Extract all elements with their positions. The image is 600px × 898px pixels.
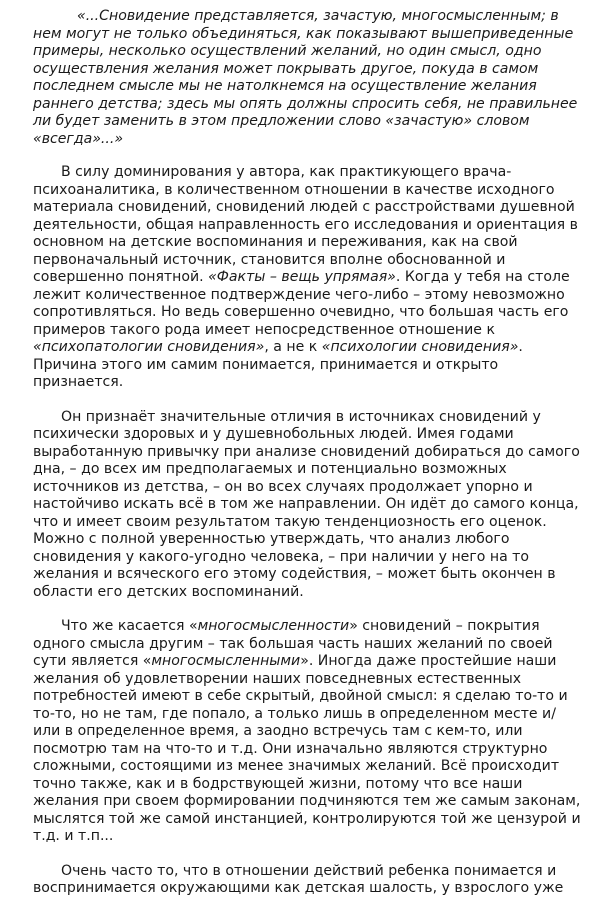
paragraph-1	[33, 164, 583, 392]
paragraph-1-quote-facts: «Факты – вещь упрямая»	[208, 269, 396, 285]
quote-text: «...Сновидение представляется, зачастую, многосмысленным; в нем могут не только объединяться, как показывают вышеприведенные примеры, несколько осуществлений желаний, но один смысл, одно осуществления желания может покрывать другое, покуда в самом последнем смысле мы не натолкнемся на осуществление желания раннего детства; здесь мы опять должны спросить себя, не правильнее ли будет заменить в этом предложении слово «зачастую» словом «всегда»...»	[33, 8, 578, 147]
paragraph-3-text-b: » сновидений – покрытия одного смысла другим – так большая часть наших желаний по своей сути является «	[33, 618, 553, 669]
paragraph-3	[33, 618, 583, 846]
paragraph-3-text-c: ». Иногда даже простейшие наши желания об удовлетворении наших повседневных естественных потребностей имеют в себе скрытый, двойной смысл: я сделаю то-то и то-то, но не там, где попало, а только лишь в определенном месте и/или в определенное время, а заодно встречусь там с кем-то, или посмотрю там на что-то и т.д. Они изначально являются структурно сложными, состоящими из менее значимых желаний. Всё происходит точно также, как и в бодрствующей жизни, потому что все наши желания при своем формировании подчиняются тем же самым законам, мыслятся той же самой инстанцией, контролируются той же цензурой и т.д. и т.п...	[33, 653, 581, 844]
paragraph-2	[33, 409, 583, 602]
paragraph-1-text-d: . Причина этого им самим понимается, принимается и открыто признается.	[33, 339, 523, 390]
paragraph-1-text-b: . Когда у тебя на столе лежит количественное подтверждение чего-либо – этому невозможно сопротивляться. Но ведь совершенно очевидно, что большая часть его примеров такого рода имеет непосредственное отношение к	[33, 269, 570, 338]
paragraph-1-quote-psychopathology: «психопатологии сновидения»	[33, 339, 265, 355]
paragraph-3-term-multisense: многосмысленности	[197, 618, 350, 634]
paragraph-4	[33, 863, 583, 898]
paragraph-3-term-multisensory: многосмысленными	[151, 653, 301, 669]
paragraph-1-text-a: В силу доминирования у автора, как практикующего врача-психоаналитика, в количественном отношении в качестве исходного материала сновидений, сновидений людей с расстройствами душевной деятельности, общая направленность его исследования и ориентация в основном на детские воспоминания и переживания, как на свой первоначальный источник, становится вполне обоснованной и совершенно понятной.	[33, 164, 578, 285]
paragraph-1-quote-psychology: «психологии сновидения»	[321, 339, 519, 355]
paragraph-2-text: Он признаёт значительные отличия в источниках сновидений у психически здоровых и у душевнобольных людей. Имея годами выработанную привычку при анализе сновидений добираться до самого дна, – до всех им предполагаемых и потенциально возможных источников из детства, – он во всех случаях продолжает упорно и настойчиво искать всё в том же направлении. Он идёт до самого конца, что и имеет своим результатом такую тенденциозность его оценок. Можно с полной уверенностью утверждать, что анализ любого сновидения у какого-угодно человека, – при наличии у него на то желания и всяческого его этому содействия, – может быть окончен в области его детских воспоминаний.	[33, 408, 580, 600]
paragraph-1-text-c: , а не к	[264, 339, 322, 355]
paragraph-3-text-a: Что же касается «	[61, 618, 198, 634]
paragraph-4-text: Очень часто то, что в отношении действий ребенка понимается и воспринимается окружающими как детская шалость, у взрослого уже	[33, 862, 564, 896]
quote-paragraph	[33, 8, 583, 148]
